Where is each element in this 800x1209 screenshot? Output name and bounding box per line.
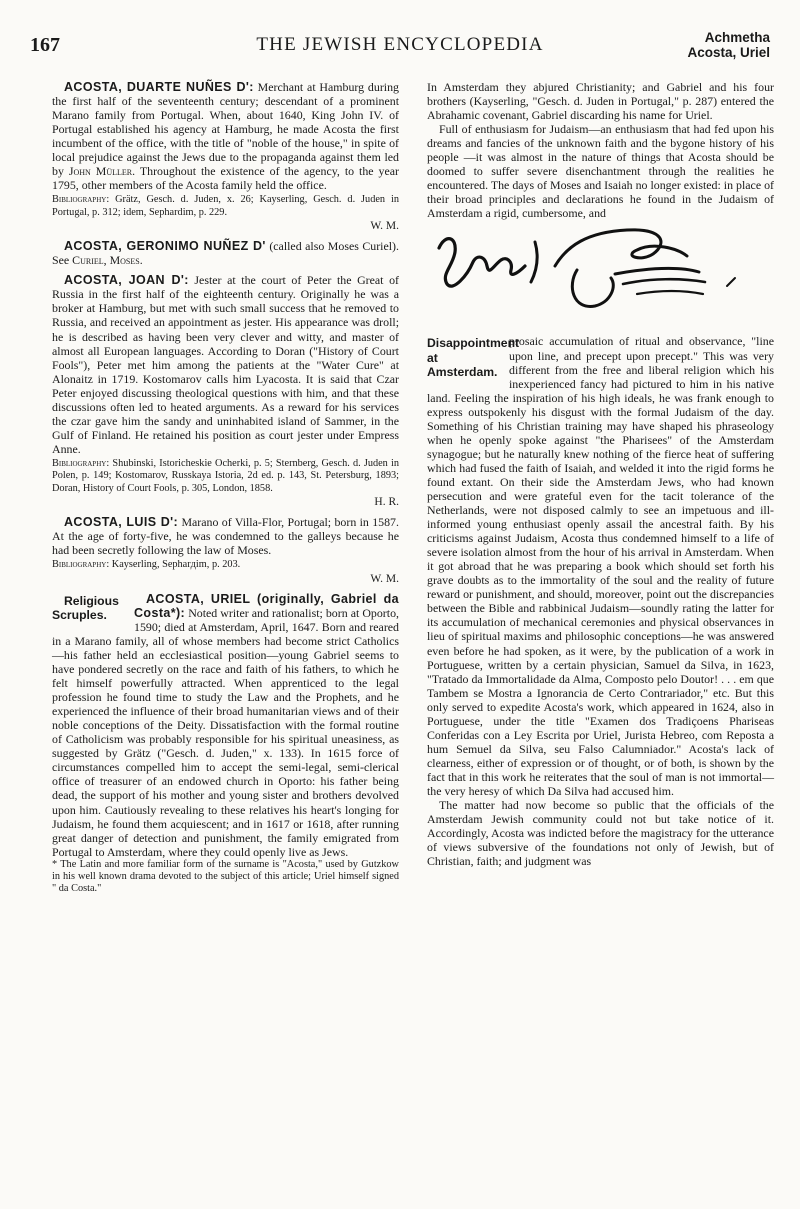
- paragraph: Disappointment at Amsterdam. prosaic accumulation of ritual and observance, "line upon line, and precept upon precept." This was very different from the free and liberal religion which his inexperienced fancy had pictured to him in his native land. Feeling the inspiration of his high ideals, he was frank enough to express outspokenly his disgust with the formal Judaism of the day. Something of his Christian training may have shaped his phraseology when he openly spoke against "the Pharisees" of the Amsterdam synagogue; but he naturally knew nothing of the fierce heat of suffering which had fused the faith of Isaiah, and welded it into the rigid forms he found extant. On their side the Amsterdam Jews, who had known persecution and were grateful even for the tacit tolerance of the Netherlands, were not disposed calmly to see an impetuous and ill-informed young enthusiast openly assail the ancestral faith. By his criticisms against Judaism, Acosta thus condemned himself to a life of severe isolation almost from the hour of his arrival in Amsterdam. When it got abroad that he was preparing a book which should set forth his grave doubts as to the immortality of the soul and the reality of future reward or punishment, and should, moreover, point out the discrepancies between the Bible and rabbinical Judaism—soundly rating the latter for its accumulation of mechanical ceremonies and physical observances in lieu of spiritual maxims and philosophic conceptions—he was answered even before he had spoken, as it were, by the publication of a work in Portuguese, written by a certain physician, Samuel da Silva, in 1623, "Tratado da Immortalidade da Alma, Composto pelo Doutor! . . . em que Tambem se Mostra a Ignorancia de Certo Contrariador," etc. But this only served to expedite Acosta's work, which appeared in 1624, also in Portuguese, under the title "Examen dos Tradiçoens Phariseas Conferidas con a Ley Escrita por Uriel, Jurista Hebreo, com Reposta a hum Semuel da Silva, seu Falso Calumniador." Acosta's lack of clearness, either of expression or of thought, or of both, is shown by the fact that in this work he reiterates that the soul of man is not immortal—the very heresy of which Da Silva had accused him.: [427, 334, 774, 798]
- entry-luis: [52, 515, 399, 586]
- guide-words: [687, 30, 770, 60]
- right-column: [427, 80, 774, 868]
- paragraph: The matter had now become so public that the officials of the Amsterdam Jewish community could not but take notice of it. Accordingly, Acosta was indicted before the magistracy for the utterance of views subversive of the foundations not only of Jewish, but of Christian, faith; and judgment was: [427, 798, 774, 869]
- entry-joan: [52, 273, 399, 509]
- footnote: * The Latin and more familiar form of the surname is "Acosta," used by Gutzkow in his well known drama devoted to the subject of this article; Uriel himself signed " da Costa.": [52, 858, 399, 894]
- paragraph: Full of enthusiasm for Judaism—an enthusiasm that had fed upon his dreams and fancies of the unknown faith and the bygone history of his people —it was almost in the nature of things that Acosta should be doomed to suffer severe disenchantment through the realities he encountered. The days of Moses and Isaiah no longer existed: in place of their broad principles and declarations he found in the Judaism of Amsterdam a rigid, cumbersome, and: [427, 122, 774, 221]
- cross-reference: John Müller.: [68, 164, 136, 179]
- entry-body: Merchant at Hamburg during the first half of the seventeenth century; descendant of a prominent Marano family from Portugal. When, about 1640, King John IV. of Portugal established his agency at Hamburg, he made Acosta the first incumbent of the office, with the title of "noble of the house," in spite of local prejudice against the Jews due to the propaganda against them led by: [52, 80, 399, 179]
- paragraph: In Amsterdam they abjured Christianity; and Gabriel and his four brothers (Kayserling, "Gesch. d. Juden in Portugal," p. 287) entered the Abrahamic covenant, Gabriel discarding his name for Uriel.: [427, 80, 774, 123]
- entry-uriel: [52, 592, 399, 895]
- entry-body: Marano of Villa-Flor, Portugal; born in 1587. At the age of forty-five, he was condemned to the galleys because he had been secretly following the law of Moses.: [52, 515, 399, 558]
- author-signature: W. M.: [370, 220, 399, 233]
- bibliography: Bibliography: Grätz, Gesch. d. Juden, x. 26; Kayserling, Gesch. d. Juden in Portugal, p. 312; idem, Sephardim, p. 229.: [52, 194, 399, 218]
- guide-word-first: Achmetha: [704, 30, 770, 45]
- signature-drawing: [427, 226, 774, 330]
- entry-body-continued: Throughout the existence of the agency, to the year 1795, other members of the Acosta family held the office.: [52, 164, 399, 193]
- entry-heading: ACOSTA, URIEL (originally, Gabriel da Costa*):: [134, 591, 399, 620]
- entry-body: Noted writer and rationalist; born at Oporto, 1590; died at Amsterdam, April, 1647. Born and reared in a Marano family, all of whose members had become strict Catholics—his father held an ecclesiastical position—young Gabriel seems to have pondered secretly on the race and faith of his fathers, to which he felt himself powerfully attracted. When apprenticed to the legal profession he found time to study the Law and the Prophets, and he experienced the influence of their broad humanitarian views and of their noble conceptions of the Deity. Dissatisfaction with the formal routine of Catholicism was probably responsible for his spiritual uneasiness, as suggested by Grätz ("Gesch. d. Juden," x. 133). In 1615 force of circumstances compelled him to accept the semi-legal, semi-clerical office of treasurer of an endowed church in Oporto: his father being dead, the support of his mother and young sister and brothers devolved upon him. Cautiously revealing to these relatives his heart's longing for Judaism, he found them acquiescent; and in 1617 or 1618, after running great danger of detection and punishment, the family emigrated from Portugal to Amsterdam, where they could openly live as Jews.: [52, 605, 399, 859]
- author-signature: H. R.: [374, 496, 399, 509]
- signature-image: [427, 226, 774, 330]
- page-header: [30, 30, 770, 74]
- entry-body: Jester at the court of Peter the Great of Russia in the first half of the eighteenth century. Originally he was a broker at Hamburg, but met with such small success that he removed to Russia, and received an appointment as jester. His appearance was droll; he is described as having been very clever and witty, and master of almost all European languages. According to Doran ("History of Court Fools"), Peter met him among the patients at the "Water Cure" at Alonaitz in 1719. Kostomarov calls him Lyacosta. It is said that Czar Peter enjoyed discussing theological questions with him, and that these discussions often led to heated arguments. As a reward for his services the czar gave him the sandy and uninhabited island of Sammer, in the Gulf of Finland. He retained his position as court jester under Empress Anne.: [52, 273, 399, 456]
- guide-word-last: Acosta, Uriel: [687, 45, 770, 60]
- bibliography: Bibliography: Shubinski, Istoricheskie Ocherki, p. 5; Sternberg, Gesch. d. Juden in Polen, p. 149; Kostomarov, Russkaya Istoria, 2d ed. p. 143, St. Petersburg, 1893; Doran, History of Court Fools, p. 305, London, 1858.: [52, 457, 399, 494]
- entry-body: (called also Moses Curiel). See: [52, 239, 399, 268]
- entry-duarte: [52, 80, 399, 233]
- entry-geronimo: [52, 239, 399, 267]
- entry-heading: ACOSTA, GERONIMO NUÑEZ D': [64, 239, 266, 254]
- entry-heading: ACOSTA, JOAN D':: [64, 273, 189, 288]
- side-heading: Religious Scruples.: [52, 593, 119, 622]
- entry-heading: ACOSTA, LUIS D':: [64, 515, 179, 530]
- entry-heading: ACOSTA, DUARTE NUÑES D':: [64, 80, 254, 94]
- left-column: [52, 80, 399, 895]
- cross-reference: Curiel, Moses.: [72, 253, 143, 268]
- bibliography: Bibliography: Kayserling, Sepharдim, p. 203.: [52, 559, 241, 571]
- running-title: THE JEWISH ENCYCLOPEDIA: [256, 34, 544, 55]
- author-signature: W. M.: [370, 572, 399, 585]
- page-number: 167: [30, 34, 60, 56]
- side-heading: Disappointment at Amsterdam.: [427, 336, 520, 379]
